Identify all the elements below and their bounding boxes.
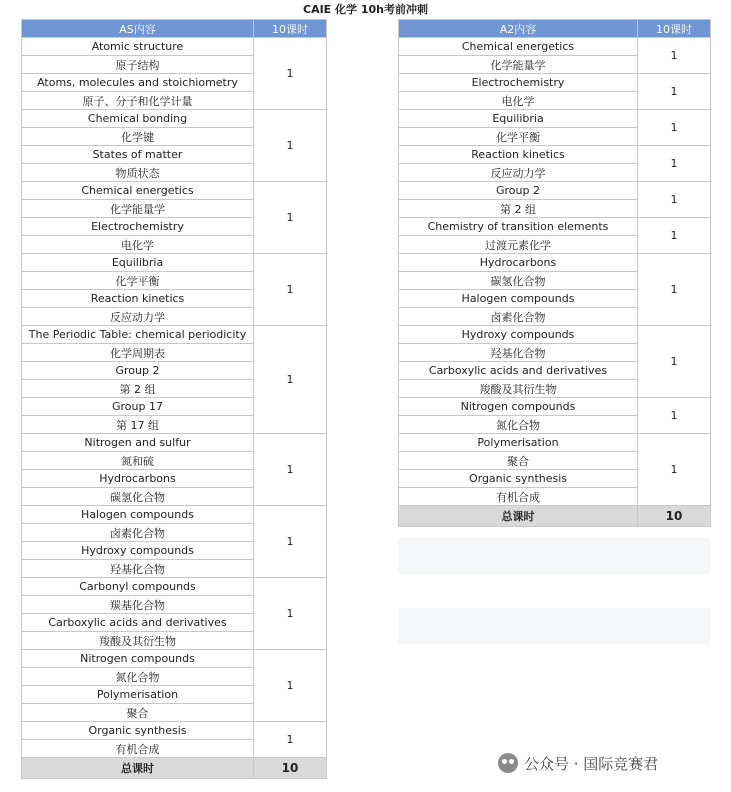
as-topic-cell: 原子结构 [22, 56, 254, 74]
a2-table-row [399, 434, 711, 452]
as-topic-cell: 第 2 组 [22, 380, 254, 398]
a2-hours-cell: 1 [638, 398, 711, 434]
as-table-row [22, 722, 327, 740]
a2-topic-cell: Electrochemistry [399, 74, 638, 92]
as-topic-cell: 第 17 组 [22, 416, 254, 434]
a2-hours-cell: 1 [638, 74, 711, 110]
a2-topic-cell: 碳氢化合物 [399, 272, 638, 290]
as-topic-cell: Atomic structure [22, 38, 254, 56]
as-topic-cell: 电化学 [22, 236, 254, 254]
a2-topic-cell: Chemistry of transition elements [399, 218, 638, 236]
as-table-row [22, 650, 327, 668]
a2-total-row [399, 506, 711, 527]
as-table-body [22, 38, 327, 758]
a2-table-row [399, 182, 711, 200]
page-title: CAIE 化学 10h考前冲刺 [303, 3, 428, 16]
as-topic-cell: Hydroxy compounds [22, 542, 254, 560]
as-hours-cell: 1 [254, 182, 327, 254]
as-topic-cell: 化学平衡 [22, 272, 254, 290]
as-table-row [22, 110, 327, 128]
a2-topic-cell: Organic synthesis [399, 470, 638, 488]
as-content-header: AS内容 [22, 20, 254, 38]
a2-topic-cell: Halogen compounds [399, 290, 638, 308]
a2-table-row [399, 110, 711, 128]
as-topic-cell: Organic synthesis [22, 722, 254, 740]
as-topic-cell: Halogen compounds [22, 506, 254, 524]
a2-topic-cell: Hydrocarbons [399, 254, 638, 272]
a2-table-body [399, 38, 711, 506]
as-topic-cell: Carbonyl compounds [22, 578, 254, 596]
a2-topic-cell: Group 2 [399, 182, 638, 200]
as-topic-cell: Reaction kinetics [22, 290, 254, 308]
a2-total-label: 总课时 [399, 506, 638, 527]
as-topic-cell: 化学能量学 [22, 200, 254, 218]
as-topic-cell: 羧酸及其衍生物 [22, 632, 254, 650]
as-hours-cell: 1 [254, 110, 327, 182]
a2-topic-cell: 氮化合物 [399, 416, 638, 434]
a2-topic-cell: Polymerisation [399, 434, 638, 452]
as-topic-cell: 化学周期表 [22, 344, 254, 362]
a2-hours-cell: 1 [638, 254, 711, 326]
a2-table-row [399, 74, 711, 92]
a2-table-row [399, 146, 711, 164]
a2-topic-cell: 羟基化合物 [399, 344, 638, 362]
as-topic-cell: 氮化合物 [22, 668, 254, 686]
as-table-row [22, 326, 327, 344]
as-hours-cell: 1 [254, 434, 327, 506]
a2-table-row [399, 326, 711, 344]
as-topic-cell: 碳氢化合物 [22, 488, 254, 506]
a2-hours-cell: 1 [638, 434, 711, 506]
as-table-row [22, 38, 327, 56]
as-topic-cell: 卤素化合物 [22, 524, 254, 542]
as-topic-cell: 聚合 [22, 704, 254, 722]
a2-hours-cell: 1 [638, 182, 711, 218]
a2-topic-cell: 有机合成 [399, 488, 638, 506]
a2-hours-cell: 1 [638, 110, 711, 146]
as-topic-cell: 羰基化合物 [22, 596, 254, 614]
a2-topic-cell: 化学平衡 [399, 128, 638, 146]
footer-label: 公众号 · 国际竞赛君 [524, 754, 659, 773]
a2-topic-cell: 电化学 [399, 92, 638, 110]
as-topic-cell: 羟基化合物 [22, 560, 254, 578]
as-topic-cell: 反应动力学 [22, 308, 254, 326]
as-topic-cell: Group 17 [22, 398, 254, 416]
as-topic-cell: Chemical energetics [22, 182, 254, 200]
as-topic-cell: Hydrocarbons [22, 470, 254, 488]
as-topic-cell: 物质状态 [22, 164, 254, 182]
a2-table-row [399, 218, 711, 236]
a2-topic-cell: 羧酸及其衍生物 [399, 380, 638, 398]
a2-table-row [399, 254, 711, 272]
a2-hours-cell: 1 [638, 218, 711, 254]
as-topic-cell: Polymerisation [22, 686, 254, 704]
as-hours-cell: 1 [254, 326, 327, 434]
as-table-row [22, 182, 327, 200]
a2-hours-header: 10课时 [638, 20, 711, 38]
a2-topic-cell: 化学能量学 [399, 56, 638, 74]
as-table-row [22, 578, 327, 596]
as-hours-cell: 1 [254, 578, 327, 650]
a2-topic-cell: 卤素化合物 [399, 308, 638, 326]
as-topic-cell: Electrochemistry [22, 218, 254, 236]
as-topic-cell: Nitrogen and sulfur [22, 434, 254, 452]
as-topic-cell: Equilibria [22, 254, 254, 272]
as-table-row [22, 506, 327, 524]
a2-hours-cell: 1 [638, 38, 711, 74]
a2-content-header: A2内容 [399, 20, 638, 38]
a2-table-row [399, 38, 711, 56]
as-topic-cell: Atoms, molecules and stoichiometry [22, 74, 254, 92]
as-header-row [22, 20, 327, 38]
as-topic-cell: Nitrogen compounds [22, 650, 254, 668]
a2-schedule-table [398, 19, 711, 527]
as-table-row [22, 434, 327, 452]
a2-hours-cell: 1 [638, 146, 711, 182]
a2-topic-cell: Hydroxy compounds [399, 326, 638, 344]
as-schedule-table [21, 19, 327, 779]
as-table-row [22, 254, 327, 272]
as-topic-cell: 化学键 [22, 128, 254, 146]
as-topic-cell: 原子、分子和化学计量 [22, 92, 254, 110]
as-hours-header: 10课时 [254, 20, 327, 38]
as-topic-cell: Group 2 [22, 362, 254, 380]
wechat-icon [498, 753, 518, 773]
blank-band [398, 608, 710, 644]
a2-header-row [399, 20, 711, 38]
a2-topic-cell: Carboxylic acids and derivatives [399, 362, 638, 380]
as-topic-cell: Chemical bonding [22, 110, 254, 128]
a2-total-value: 10 [638, 506, 711, 527]
as-hours-cell: 1 [254, 650, 327, 722]
a2-topic-cell: 过渡元素化学 [399, 236, 638, 254]
a2-topic-cell: 聚合 [399, 452, 638, 470]
a2-topic-cell: 反应动力学 [399, 164, 638, 182]
as-topic-cell: 氮和硫 [22, 452, 254, 470]
as-hours-cell: 1 [254, 38, 327, 110]
as-topic-cell: Carboxylic acids and derivatives [22, 614, 254, 632]
a2-topic-cell: Reaction kinetics [399, 146, 638, 164]
as-topic-cell: States of matter [22, 146, 254, 164]
a2-table-row [399, 398, 711, 416]
blank-band [398, 538, 710, 574]
as-total-label: 总课时 [22, 758, 254, 779]
footer-badge [498, 752, 658, 774]
a2-topic-cell: Nitrogen compounds [399, 398, 638, 416]
as-hours-cell: 1 [254, 722, 327, 758]
a2-hours-cell: 1 [638, 326, 711, 398]
a2-topic-cell: Chemical energetics [399, 38, 638, 56]
a2-topic-cell: Equilibria [399, 110, 638, 128]
as-hours-cell: 1 [254, 506, 327, 578]
as-hours-cell: 1 [254, 254, 327, 326]
as-topic-cell: 有机合成 [22, 740, 254, 758]
as-total-row [22, 758, 327, 779]
as-topic-cell: The Periodic Table: chemical periodicity [22, 326, 254, 344]
a2-topic-cell: 第 2 组 [399, 200, 638, 218]
as-total-value: 10 [254, 758, 327, 779]
